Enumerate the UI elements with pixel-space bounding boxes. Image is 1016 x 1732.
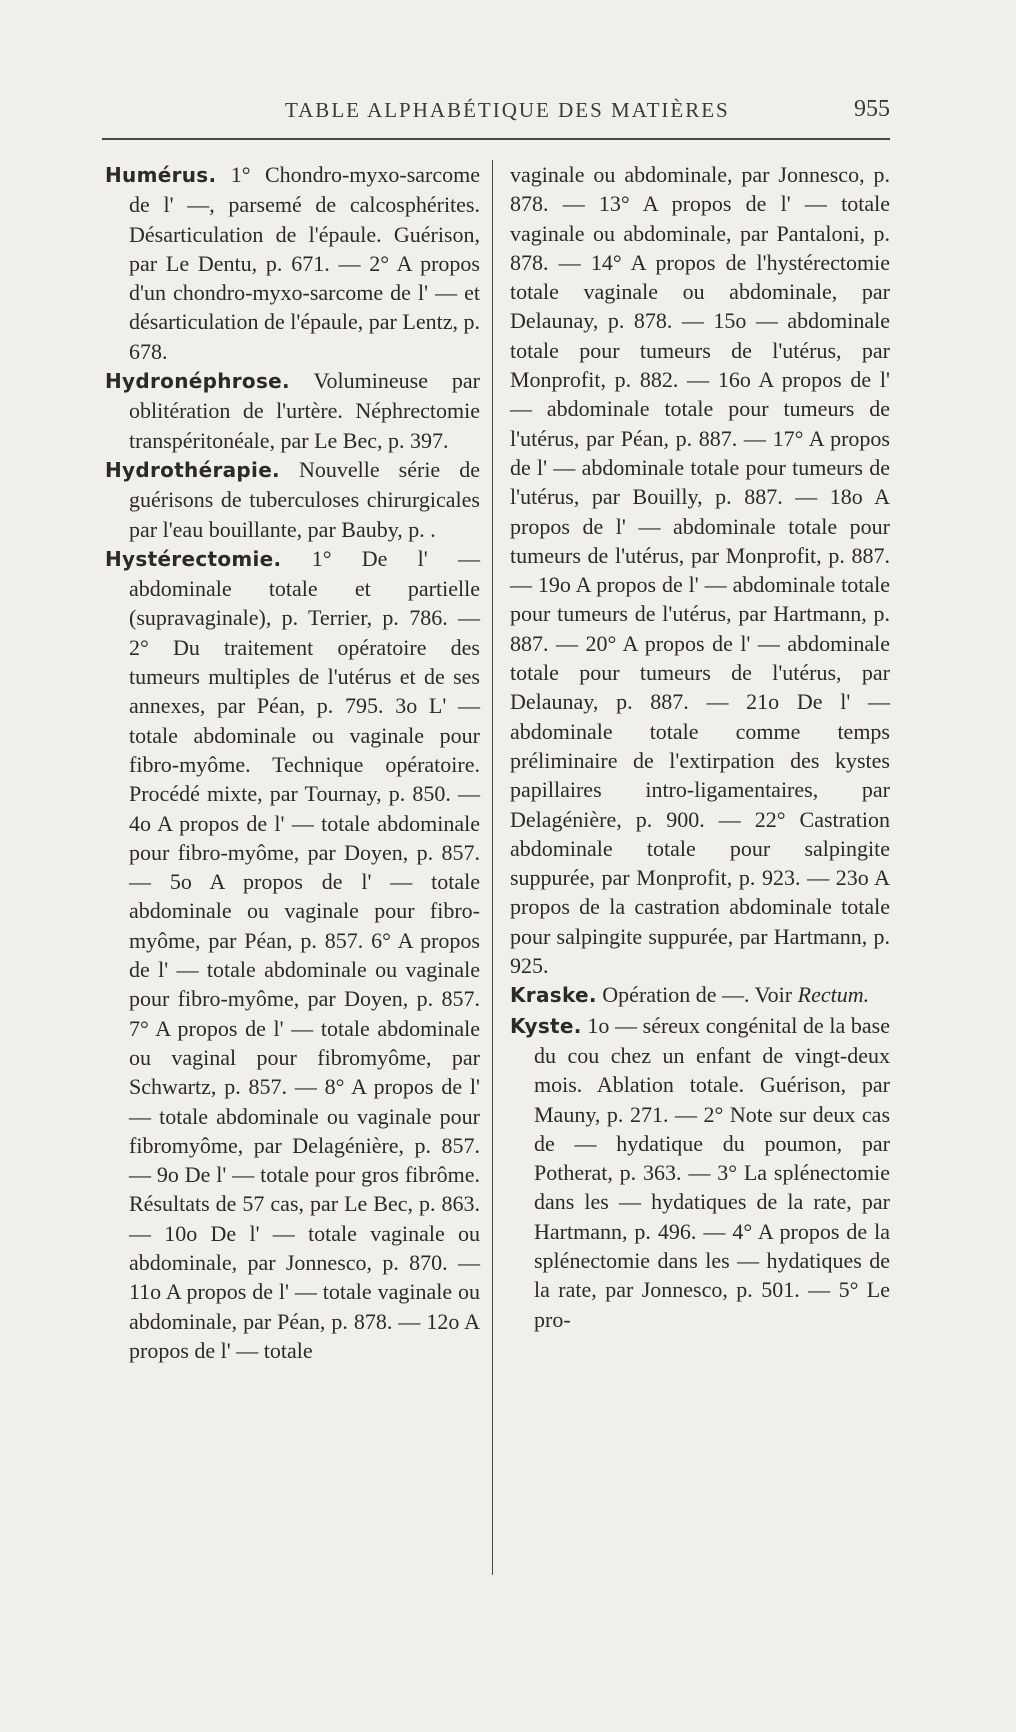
left-column [105, 160, 480, 1365]
entry-text: 1° Chondro-myxo-sarcome de l' —, parsemé de calcosphérites. Désarticulation de l'épaule. Guérison, par Le Dentu, p. 671. — 2° A propos d'un chondro-myxo-sarcome de l' — et désarticulation de l'épaule, par Lentz, p. 678. [129, 162, 480, 364]
index-entry-humerus [105, 160, 480, 366]
entry-headword: Kraske. [510, 983, 597, 1008]
header-rule [102, 138, 890, 140]
index-entry-kraske [510, 980, 890, 1010]
see-reference: Rectum. [797, 982, 870, 1008]
entry-text: Volumineuse par oblitération de l'urtère. Néphrectomie transpéritonéale, par Le Bec, p. 397. [129, 368, 480, 453]
right-column [510, 160, 890, 1334]
entry-headword: Humérus. [105, 163, 217, 187]
index-entry-hydrotherapie [105, 455, 480, 544]
entry-text: Opération de —. Voir [596, 982, 798, 1008]
entry-text: 1° De l' — abdominale totale et partielle (supravaginale), p. Terrier, p. 786. — 2° Du traitement opératoire des tumeurs multiples de l'utérus et de ses annexes, par Péan, p. 795. 3o L' — totale abdominale ou vaginale pour fibro-myôme. Technique opératoire. Procédé mixte, par Tournay, p. 850. — 4o A propos de l' — totale abdominale pour fibro-myôme, par Doyen, p. 857. — 5o A propos de l' — totale abdominale ou vaginale pour fibro-myôme, par Péan, p. 857. 6° A propos de l' — totale abdominale ou vaginale pour fibro-myôme, par Doyen, p. 857. 7° A propos de l' — totale abdominale ou vaginal pour fibromyôme, par Schwartz, p. 857. — 8° A propos de l' — totale abdominale ou vaginale pour fibromyôme, par Delagénière, p. 857. — 9o De l' — totale pour gros fibrôme. Résultats de 57 cas, par Le Bec, p. 863. — 10o De l' — totale vaginale ou abdominale, par Jonnesco, p. 870. — 11o A propos de l' — totale vaginale ou abdominale, par Péan, p. 878. — 12o A propos de l' — totale [129, 545, 480, 1363]
entry-text: 1o — séreux congénital de la base du cou chez un enfant de vingt-deux mois. Ablation totale. Guérison, par Mauny, p. 271. — 2° Note sur deux cas de — hydatique du poumon, par Potherat, p. 363. — 3° La splénectomie dans les — hydatiques de la rate, par Hartmann, p. 496. — 4° A propos de la splénectomie dans les — hydatiques de la rate, par Jonnesco, p. 501. — 5° Le pro- [534, 1012, 890, 1332]
entry-headword: Hydronéphrose. [105, 369, 290, 394]
index-entry-hydronephrose [105, 366, 480, 455]
index-entry-hysterectomie [105, 544, 480, 1365]
running-title: TABLE ALPHABÉTIQUE DES MATIÈRES [285, 98, 730, 122]
entry-text: Nouvelle série de guérisons de tuberculoses chirurgicales par l'eau bouillante, par Bauby, p. . [129, 456, 480, 542]
column-divider [492, 160, 493, 1575]
index-entry-kyste [510, 1011, 890, 1334]
page-number: 955 [854, 96, 890, 122]
entry-headword: Kyste. [510, 1013, 582, 1038]
entry-headword: Hystérectomie. [105, 546, 282, 571]
continued-entry-text: vaginale ou abdominale, par Jonnesco, p. 878. — 13° A propos de l' — totale vaginale ou abdominale, par Pantaloni, p. 878. — 14° A propos de l'hystérectomie totale vaginale ou abdominale, par Delaunay, p. 878. — 15o — abdominale totale pour tumeurs de l'utérus, par Monprofit, p. 882. — 16o A propos de l' — abdominale totale pour tumeurs de l'utérus, par Péan, p. 887. — 17° A propos de l' — abdominale totale pour tumeurs de l'utérus, par Bouilly, p. 887. — 18o A propos de l' — abdominale totale pour tumeurs de l'utérus, par Monprofit, p. 887. — 19o A propos de l' — abdominale totale pour tumeurs de l'utérus, par Hartmann, p. 887. — 20° A propos de l' — abdominale totale pour tumeurs de l'utérus, par Delaunay, p. 887. — 21o De l' — abdominale totale comme temps préliminaire de l'extirpation des kystes papillaires intro-ligamentaires, par Delagénière, p. 900. — 22° Castration abdominale totale pour salpingite suppurée, par Monprofit, p. 923. — 23o A propos de la castration abdominale totale pour salpingite suppurée, par Hartmann, p. 925. [510, 162, 890, 979]
entry-headword: Hydrothérapie. [105, 457, 280, 482]
running-header [100, 98, 890, 132]
